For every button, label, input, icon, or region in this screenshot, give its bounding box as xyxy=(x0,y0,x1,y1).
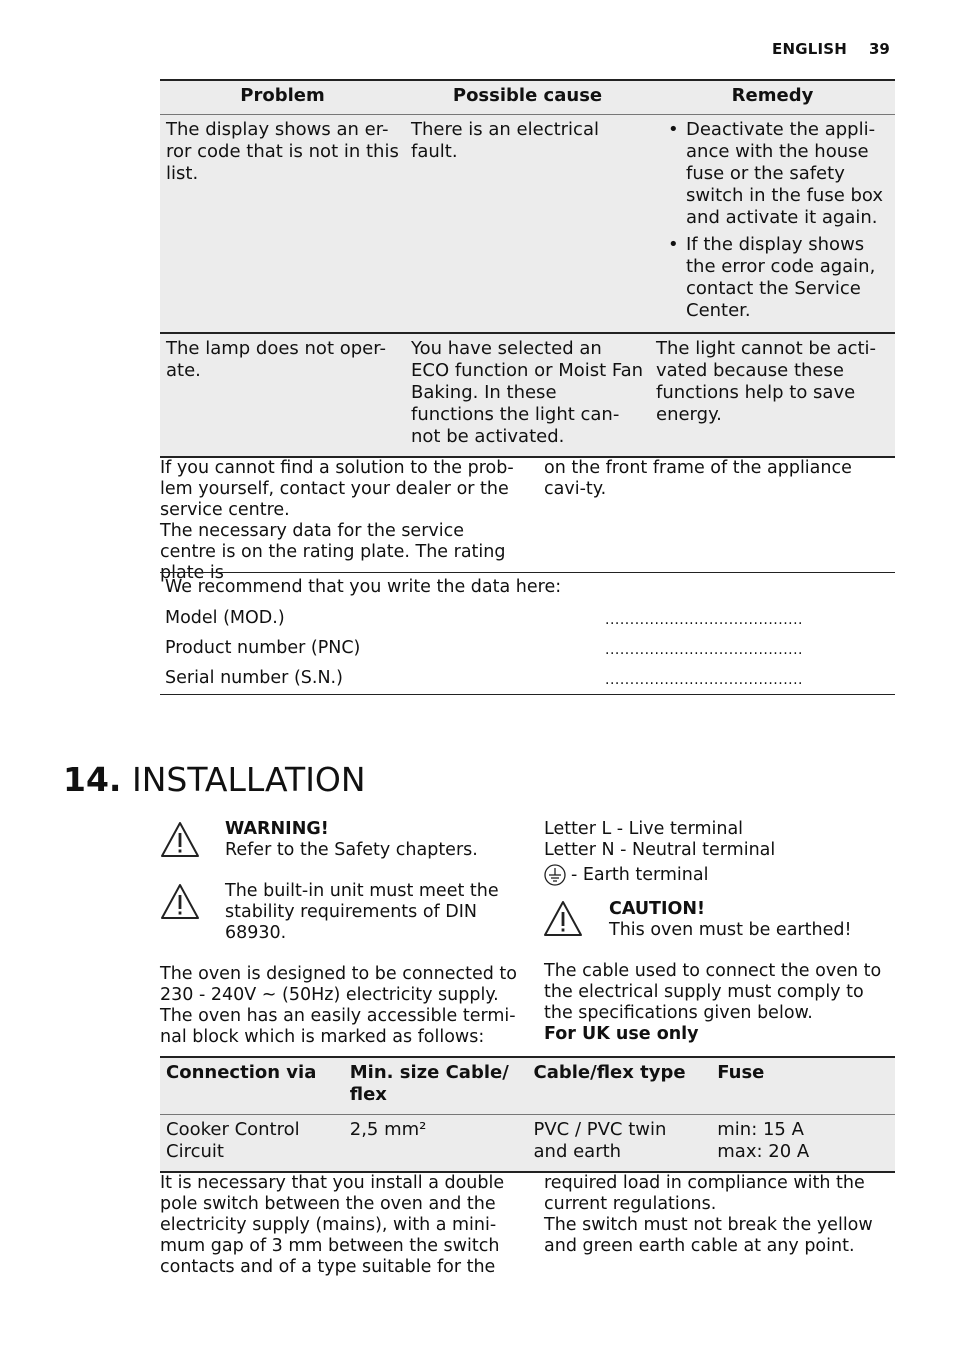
remedy-bullet: • Deactivate the appli-ance with the house fuse or the safety switch in the fuse box and activate it again. xyxy=(686,119,889,229)
section-number: 14. xyxy=(63,760,122,799)
column-header-fuse: Fuse xyxy=(717,1062,765,1083)
switch-text-right xyxy=(544,1173,894,1257)
column-header-problem: Problem xyxy=(240,85,325,106)
data-intro: We recommend that you write the data here: xyxy=(165,577,562,597)
cable-note xyxy=(544,961,894,1045)
header-language: ENGLISH xyxy=(772,40,848,58)
supply-text: The oven is designed to be connected to 230 - 240V ~ (50Hz) electricity supply. The oven has an easily accessible termi-nal block which is marked as follows: xyxy=(160,964,517,1047)
table-row xyxy=(160,1115,895,1173)
live-terminal-label: Letter L - Live terminal xyxy=(544,819,744,839)
earth-terminal-row xyxy=(544,864,894,886)
data-field-label: Model (MOD.) xyxy=(165,608,285,628)
warning-icon xyxy=(160,821,200,859)
warning-title: WARNING! xyxy=(225,819,329,839)
cause-cell: There is an electrical fault. xyxy=(411,119,599,162)
cause-cell: You have selected an ECO function or Moist Fan Baking. In these functions the light can-not be activated. xyxy=(411,338,644,447)
caution-icon xyxy=(543,900,583,938)
switch-paragraph: required load in compliance with the current regulations. xyxy=(544,1173,865,1214)
table-header-row xyxy=(160,81,895,115)
service-text-right: on the front frame of the appliance cavi-ty. xyxy=(544,458,852,499)
fuse-max: max: 20 A xyxy=(717,1141,810,1162)
neutral-terminal-label: Letter N - Neutral terminal xyxy=(544,840,776,860)
warning-text: Refer to the Safety chapters. xyxy=(225,840,478,860)
warning-note xyxy=(225,819,515,861)
problem-cell: The lamp does not oper-ate. xyxy=(166,338,386,381)
fuse-cell xyxy=(711,1115,895,1171)
caution-note xyxy=(609,899,899,941)
stability-note: The built-in unit must meet the stability requirements of DIN 68930. xyxy=(225,881,499,943)
switch-text-left: It is necessary that you install a double pole switch between the oven and the electricity supply (mains), with a mini-mum gap of 3 mm between the switch contacts and of a type suitable for the xyxy=(160,1173,505,1277)
remedy-cell xyxy=(650,115,895,332)
data-field-blank: ........................................ xyxy=(605,612,804,628)
fuse-min: min: 15 A xyxy=(717,1119,804,1140)
table-row xyxy=(160,334,895,458)
data-field-label: Product number (PNC) xyxy=(165,638,361,658)
caution-title: CAUTION! xyxy=(609,899,706,919)
connection-table xyxy=(160,1056,895,1173)
section-title xyxy=(63,760,366,800)
cable-text: The cable used to connect the oven to the electrical supply must comply to the specifications given below. xyxy=(544,961,882,1023)
column-header-remedy: Remedy xyxy=(731,85,814,106)
divider xyxy=(160,694,895,695)
warning-icon xyxy=(160,883,200,921)
divider xyxy=(160,572,895,573)
service-text-left xyxy=(160,458,520,584)
column-header-cable-type: Cable/flex type xyxy=(533,1062,686,1083)
data-field-blank: ........................................ xyxy=(605,672,804,688)
switch-paragraph: The switch must not break the yellow and green earth cable at any point. xyxy=(544,1215,873,1256)
service-paragraph: If you cannot find a solution to the prob-lem yourself, contact your dealer or the service centre. xyxy=(160,458,514,520)
connection-cell: Cooker Control Circuit xyxy=(166,1119,300,1162)
column-header-connection: Connection via xyxy=(166,1062,317,1083)
table-row xyxy=(160,115,895,334)
troubleshooting-table xyxy=(160,79,895,458)
uk-only-label: For UK use only xyxy=(544,1024,699,1044)
data-field-label: Serial number (S.N.) xyxy=(165,668,343,688)
data-field-blank: ........................................ xyxy=(605,642,804,658)
table-header-row xyxy=(160,1058,895,1115)
terminal-list xyxy=(544,819,894,886)
earth-symbol-icon xyxy=(544,864,566,886)
caution-text: This oven must be earthed! xyxy=(609,920,852,940)
column-header-cause: Possible cause xyxy=(452,85,603,106)
remedy-cell: The light cannot be acti-vated because these functions help to save energy. xyxy=(656,338,877,425)
earth-terminal-label: - Earth terminal xyxy=(571,864,709,885)
page-number: 39 xyxy=(869,40,890,58)
cable-size-cell: 2,5 mm² xyxy=(349,1119,427,1140)
column-header-cable-size: Min. size Cable/ flex xyxy=(349,1062,509,1105)
cable-type-cell: PVC / PVC twin and earth xyxy=(533,1119,667,1162)
service-paragraph: The necessary data for the service centre is on the rating plate. The rating plate is xyxy=(160,521,506,583)
problem-cell: The display shows an er-ror code that is not in this list. xyxy=(166,119,399,184)
section-title-text: INSTALLATION xyxy=(131,760,366,799)
remedy-bullet: • If the display shows the error code again, contact the Service Center. xyxy=(686,234,889,322)
